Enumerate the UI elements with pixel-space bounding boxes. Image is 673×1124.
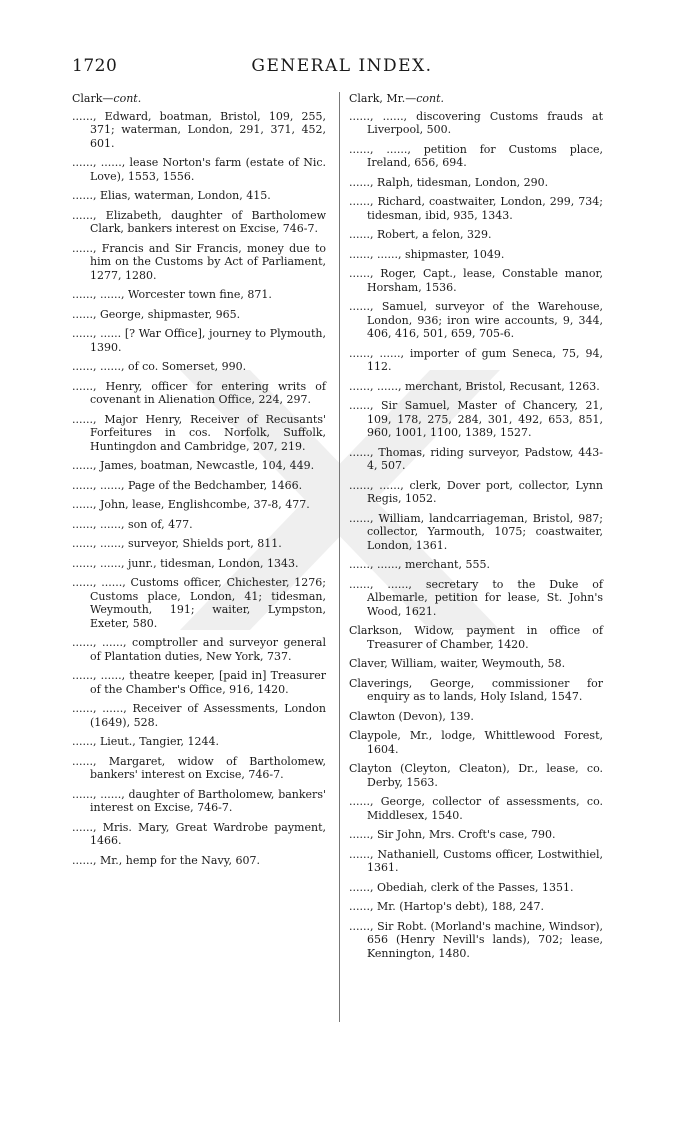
index-entry: ......, Obediah, clerk of the Passes, 1351. [349, 880, 574, 894]
index-entry: ......, ......, lease Norton's farm (estate of Nic. Love), 1553, 1556. [72, 156, 326, 183]
heading-name: Clark— [72, 92, 114, 105]
heading-cont: cont. [113, 92, 142, 105]
index-entry: ......, James, boatman, Newcastle, 104, 449. [72, 459, 315, 472]
index-entry: ......, Samuel, surveyor of the Warehouse, London, 936; iron wire accounts, 9, 344, 406, 416, 501, 659, 705-6. [349, 300, 603, 340]
index-entry: ......, Thomas, riding surveyor, Padstow, 443-4, 507. [349, 445, 603, 472]
index-entry: ......, Elizabeth, daughter of Bartholomew Clark, bankers interest on Excise, 746-7. [72, 208, 326, 235]
index-entry: ......, ......, of co. Somerset, 990. [72, 360, 247, 373]
index-entry: Clawton (Devon), 139. [349, 709, 474, 723]
index-entry: ......, Francis and Sir Francis, money due to him on the Customs by Act of Parliament, 1277, 1280. [72, 241, 326, 282]
index-entry: ......, Roger, Capt., lease, Constable manor, Horsham, 1536. [349, 267, 603, 294]
index-entry: Clarkson, Widow, payment in office of Treasurer of Chamber, 1420. [349, 624, 603, 651]
index-entry: ......, ......, clerk, Dover port, collector, Lynn Regis, 1052. [349, 478, 603, 505]
index-entry: ......, Sir John, Mrs. Croft's case, 790. [349, 828, 556, 841]
index-entry: ......, Margaret, widow of Bartholomew, bankers' interest on Excise, 746-7. [72, 754, 326, 781]
index-entry: ......, George, shipmaster, 965. [72, 307, 241, 321]
index-entry: ......, Edward, boatman, Bristol, 109, 255, 371; waterman, London, 291, 371, 452, 601. [72, 109, 326, 150]
index-entry: ......, Mr., hemp for the Navy, 607. [72, 853, 260, 867]
index-entry: ......, John, lease, Englishcombe, 37-8, 477. [72, 498, 310, 511]
index-entry: ......, ......, Page of the Bedchamber, 1466. [72, 478, 303, 492]
left-entry-list [72, 110, 326, 868]
column-divider [339, 92, 340, 1022]
index-entry: ......, ......, petition for Customs place, Ireland, 656, 694. [349, 142, 603, 169]
index-entry: ......, Mris. Mary, Great Wardrobe payment, 1466. [72, 820, 326, 847]
left-column-heading [72, 92, 326, 106]
index-entry: ......, ......, son of, 477. [72, 517, 193, 531]
index-entry: ......, ......, comptroller and surveyor general of Plantation duties, New York, 737. [72, 636, 326, 663]
index-entry: ......, George, collector of assessments, co. Middlesex, 1540. [349, 795, 603, 822]
index-entry: ......, Sir Robt. (Morland's machine, Windsor), 656 (Henry Nevill's lands), 702; lease, Kennington, 1480. [349, 919, 603, 960]
heading-name: Clark, Mr.— [349, 92, 417, 105]
index-entry: ......, Major Henry, Receiver of Recusants' Forfeitures in cos. Norfolk, Suffolk, Huntingdon and Cambridge, 207, 219. [72, 412, 326, 453]
index-entry: Claver, William, waiter, Weymouth, 58. [349, 657, 566, 670]
right-column [349, 92, 603, 966]
index-entry: ......, Richard, coastwaiter, London, 299, 734; tidesman, ibid, 935, 1343. [349, 195, 603, 222]
index-entry: Claverings, George, commissioner for enquiry as to lands, Holy Island, 1547. [349, 676, 603, 703]
index-entry: Claypole, Mr., lodge, Whittlewood Forest, 1604. [349, 729, 603, 756]
index-entry: ......, ......, theatre keeper, [paid in] Treasurer of the Chamber's Office, 916, 1420. [72, 669, 326, 696]
index-entry: ......, Ralph, tidesman, London, 290. [349, 175, 549, 189]
index-entry: ......, William, landcarriageman, Bristol, 987; collector, Yarmouth, 1075; coastwaiter, London, 1361. [349, 511, 603, 552]
index-entry: ......, ......, importer of gum Seneca, 75, 94, 112. [349, 346, 603, 373]
index-entry: ......, ......, shipmaster, 1049. [349, 247, 505, 261]
index-entry: ......, Robert, a felon, 329. [349, 228, 492, 241]
index-entry: ......, ......, Worcester town fine, 871. [72, 288, 272, 301]
index-entry: ......, Henry, officer for entering writs of covenant in Alienation Office, 224, 297. [72, 379, 326, 406]
index-entry: ......, Nathaniell, Customs officer, Lostwithiel, 1361. [349, 847, 603, 874]
left-column [72, 92, 326, 873]
right-entry-list [349, 110, 603, 961]
index-entry: ......, Elias, waterman, London, 415. [72, 189, 271, 202]
index-entry: ......, Mr. (Hartop's debt), 188, 247. [349, 900, 545, 913]
index-entry: ......, ......, junr., tidesman, London, 1343. [72, 556, 299, 570]
index-entry: ......, ......, secretary to the Duke of Albemarle, petition for lease, St. John's Wood, 1621. [349, 577, 603, 618]
index-entry: ......, ...... [? War Office], journey to Plymouth, 1390. [72, 327, 326, 354]
index-entry: ......, ......, Receiver of Assessments, London (1649), 528. [72, 702, 326, 729]
index-entry: ......, Lieut., Tangier, 1244. [72, 735, 220, 748]
index-entry: ......, ......, daughter of Bartholomew, bankers' interest on Excise, 746-7. [72, 787, 326, 814]
index-entry: ......, ......, merchant, Bristol, Recusant, 1263. [349, 379, 600, 393]
heading-cont: cont. [416, 92, 445, 105]
running-head: GENERAL INDEX. [251, 56, 433, 76]
index-entry: ......, ......, surveyor, Shields port, 811. [72, 537, 282, 550]
index-entry: ......, Sir Samuel, Master of Chancery, 21, 109, 178, 275, 284, 301, 492, 653, 851, 960, 1001, 1100, 1389, 1527. [349, 399, 603, 439]
index-entry: ......, ......, discovering Customs frauds at Liverpool, 500. [349, 109, 603, 136]
index-entry: ......, ......, Customs officer, Chichester, 1276; Customs place, London, 41; tidesman, Weymouth, 191; waiter, Lympston, Exeter, 580. [72, 576, 326, 630]
page-number: 1720 [72, 56, 118, 76]
index-entry: ......, ......, merchant, 555. [349, 558, 490, 571]
index-entry: Clayton (Cleyton, Cleaton), Dr., lease, co. Derby, 1563. [349, 762, 603, 789]
page-header [72, 56, 612, 78]
right-column-heading [349, 92, 603, 106]
